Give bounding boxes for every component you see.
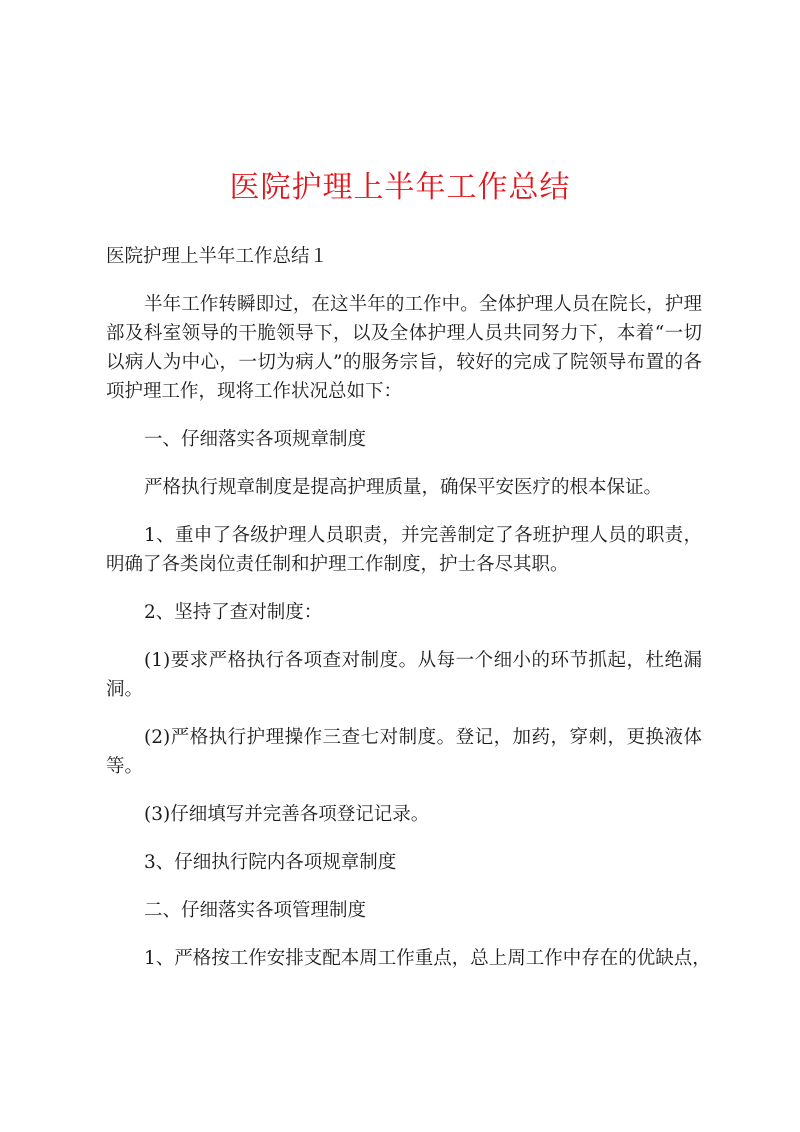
section-heading-2 xyxy=(106,896,702,925)
text-line: (1)要求严格执行各项查对制度。从每一个细小的环节抓起，杜绝漏 xyxy=(144,650,702,671)
text-line: 半年工作转瞬即过，在这半年的工作中。全体护理人员在院长，护理 xyxy=(144,294,702,315)
text-line: 3、仔细执行院内各项规章制度 xyxy=(144,852,397,873)
text-line: 等。 xyxy=(106,756,144,777)
text-line: (2)严格执行护理操作三查七对制度。登记，加药，穿刺，更换液体 xyxy=(144,727,702,748)
text-line: 明确了各类岗位责任制和护理工作制度，护士各尽其职。 xyxy=(106,554,569,575)
text-line: 以病人为中心，一切为病人”的服务宗旨，较好的完成了院领导布置的各 xyxy=(106,352,702,373)
section-heading-1 xyxy=(106,425,702,454)
text-line: 2、坚持了查对制度： xyxy=(144,602,323,623)
text-line: 部及科室领导的干脆领导下，以及全体护理人员共同努力下，本着“一切 xyxy=(106,323,702,344)
text-line: 医院护理上半年工作总结１ xyxy=(106,246,329,267)
text-line: 洞。 xyxy=(106,679,144,700)
paragraph-management-1 xyxy=(106,944,711,973)
paragraph-regulations xyxy=(106,473,702,502)
paragraph-intro xyxy=(106,290,702,406)
text-line: 1、重申了各级护理人员职责，并完善制定了各班护理人员的职责， xyxy=(144,525,702,546)
text-line: 项护理工作，现将工作状况总如下： xyxy=(106,381,403,402)
text-line: 二、仔细落实各项管理制度 xyxy=(144,900,367,921)
document-title: 医院护理上半年工作总结 xyxy=(229,170,571,205)
text-line: 严格执行规章制度是提高护理质量，确保平安医疗的根本保证。 xyxy=(144,477,663,498)
paragraph-item-1 xyxy=(106,521,702,579)
document-body xyxy=(106,242,711,992)
paragraph-item-3 xyxy=(106,848,702,877)
text-line: (3)仔细填写并完善各项登记记录。 xyxy=(144,804,430,825)
paragraph-subtitle xyxy=(106,242,702,271)
paragraph-subitem-1 xyxy=(106,646,702,704)
text-line: 1、严格按工作安排支配本周工作重点，总上周工作中存在的优缺点， xyxy=(144,948,711,969)
paragraph-item-2 xyxy=(106,598,702,627)
paragraph-subitem-2 xyxy=(106,723,702,781)
text-line: 一、仔细落实各项规章制度 xyxy=(144,429,367,450)
paragraph-subitem-3 xyxy=(106,800,702,829)
